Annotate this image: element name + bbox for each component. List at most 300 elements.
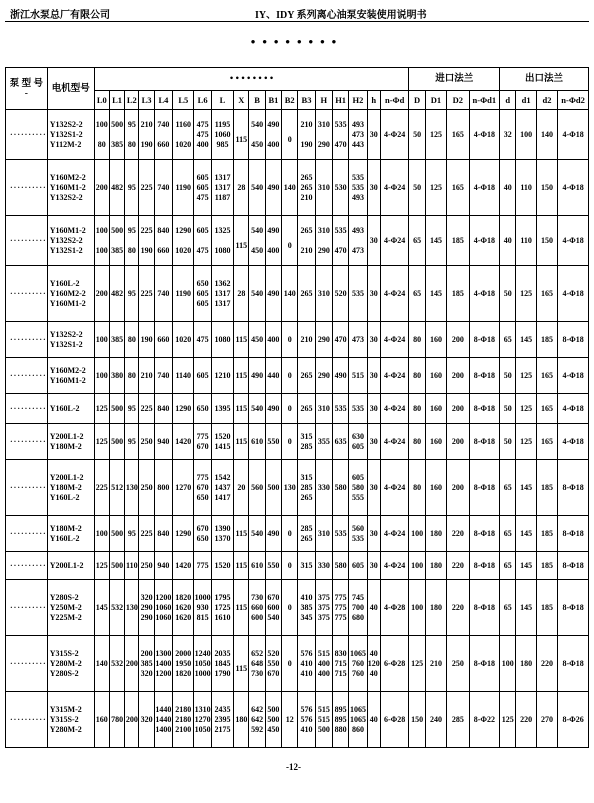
table-cell: 125 bbox=[94, 552, 109, 580]
table-cell: 12 bbox=[282, 692, 298, 748]
table-cell: 740 bbox=[154, 160, 172, 216]
table-cell: 4-Φ18 bbox=[469, 266, 500, 322]
table-cell: 40 120 40 bbox=[367, 636, 380, 692]
table-cell: 490 bbox=[265, 394, 281, 424]
table-cell: 310 bbox=[315, 394, 332, 424]
table-cell: 80 bbox=[409, 460, 425, 516]
table-cell: 1362 1317 1317 bbox=[211, 266, 233, 322]
motor-model-cell: Y200L1-2 bbox=[47, 552, 94, 580]
table-cell: 330 bbox=[315, 552, 332, 580]
table-cell: 4-Φ24 bbox=[380, 322, 409, 358]
table-cell: 125 bbox=[500, 692, 516, 748]
table-cell: 535 bbox=[332, 516, 348, 552]
table-cell: 65 bbox=[409, 266, 425, 322]
table-cell: 4-Φ18 bbox=[558, 160, 589, 216]
table-cell: 310 290 bbox=[315, 216, 332, 266]
table-cell: 28 bbox=[234, 266, 249, 322]
table-cell: 310 bbox=[315, 160, 332, 216]
table-cell: 160 bbox=[425, 460, 446, 516]
table-cell: 225 bbox=[139, 266, 154, 322]
table-cell: 605 475 bbox=[194, 216, 211, 266]
table-cell: 80 bbox=[409, 394, 425, 424]
table-cell: 200 bbox=[447, 460, 469, 516]
table-cell: 225 bbox=[139, 516, 154, 552]
table-cell: 1190 bbox=[173, 266, 194, 322]
table-cell: 160 bbox=[425, 358, 446, 394]
table-cell: 1200 1060 1060 bbox=[154, 580, 172, 636]
table-cell: 532 bbox=[109, 636, 124, 692]
table-cell: 4-Φ24 bbox=[380, 216, 409, 266]
table-cell: 1240 1050 1000 bbox=[194, 636, 211, 692]
table-cell: 50 bbox=[500, 358, 516, 394]
table-cell: 265 265 210 bbox=[298, 160, 315, 216]
table-cell: 290 bbox=[315, 322, 332, 358]
table-cell: 125 bbox=[425, 110, 446, 160]
table-cell: 210 190 bbox=[139, 110, 154, 160]
table-cell: 290 bbox=[315, 358, 332, 394]
table-cell: 1420 bbox=[173, 552, 194, 580]
table-cell: 50 bbox=[500, 424, 516, 460]
column-header: L2 bbox=[125, 91, 139, 110]
table-cell: 532 bbox=[109, 580, 124, 636]
table-cell: 580 bbox=[332, 460, 348, 516]
table-cell: 730 660 600 bbox=[249, 580, 265, 636]
column-header: B1 bbox=[265, 91, 281, 110]
table-cell: 125 bbox=[94, 424, 109, 460]
table-cell: 220 bbox=[516, 692, 536, 748]
motor-model-cell: Y132S2-2 Y132S1-2 Y112M-2 bbox=[47, 110, 94, 160]
table-cell: 1325 1080 bbox=[211, 216, 233, 266]
table-cell: 95 80 bbox=[125, 110, 139, 160]
table-cell: 530 bbox=[332, 160, 348, 216]
table-cell: 8-Φ18 bbox=[469, 394, 500, 424]
table-cell: 250 bbox=[139, 424, 154, 460]
table-cell: 145 bbox=[516, 322, 536, 358]
table-cell: 125 bbox=[516, 358, 536, 394]
table-cell: 1080 bbox=[211, 322, 233, 358]
dimension-group-header: • • • • • • • • bbox=[94, 68, 409, 91]
table-cell: 6-Φ28 bbox=[380, 636, 409, 692]
table-cell: 185 bbox=[536, 460, 557, 516]
table-cell: 493 473 443 bbox=[349, 110, 367, 160]
table-cell: 355 bbox=[315, 424, 332, 460]
table-cell: 580 bbox=[332, 552, 348, 580]
table-cell: 30 bbox=[367, 110, 380, 160]
motor-model-cell: Y200L1-2 Y180M-2 Y160L-2 bbox=[47, 460, 94, 516]
table-cell: 185 bbox=[536, 516, 557, 552]
table-cell: 1542 1437 1417 bbox=[211, 460, 233, 516]
pump-model-cell: ·········· bbox=[6, 552, 48, 580]
table-cell: 50 bbox=[409, 110, 425, 160]
table-cell: 490 400 bbox=[265, 216, 281, 266]
table-cell: 265 bbox=[298, 394, 315, 424]
table-cell: 185 bbox=[447, 216, 469, 266]
table-cell: 200 bbox=[125, 692, 139, 748]
table-row bbox=[6, 358, 589, 394]
table-cell: 30 bbox=[367, 358, 380, 394]
table-cell: 490 bbox=[265, 266, 281, 322]
table-cell: 30 bbox=[367, 552, 380, 580]
table-cell: 310 bbox=[315, 266, 332, 322]
table-cell: 115 bbox=[234, 322, 249, 358]
table-cell: 1317 1317 1187 bbox=[211, 160, 233, 216]
table-cell: 660 bbox=[154, 322, 172, 358]
document-title: IY、IDY 系列离心油泵安装使用说明书 bbox=[255, 10, 427, 21]
table-row bbox=[6, 692, 589, 748]
table-cell: 540 450 bbox=[249, 110, 265, 160]
table-cell: 125 bbox=[94, 394, 109, 424]
table-cell: 470 bbox=[332, 322, 348, 358]
table-cell: 115 bbox=[234, 110, 249, 160]
table-cell: 1395 bbox=[211, 394, 233, 424]
table-cell: 80 bbox=[409, 424, 425, 460]
table-cell: 80 bbox=[409, 358, 425, 394]
table-cell: 610 bbox=[249, 424, 265, 460]
table-row bbox=[6, 636, 589, 692]
column-header: n-Φd1 bbox=[469, 91, 500, 110]
table-cell: 1520 bbox=[211, 552, 233, 580]
table-cell: 40 bbox=[367, 692, 380, 748]
table-cell: 115 bbox=[234, 636, 249, 692]
table-cell: 165 bbox=[447, 160, 469, 216]
table-cell: 145 bbox=[516, 460, 536, 516]
table-cell: 473 bbox=[349, 322, 367, 358]
table-cell: 1290 bbox=[173, 516, 194, 552]
table-cell: 540 bbox=[249, 516, 265, 552]
table-row bbox=[6, 160, 589, 216]
table-row bbox=[6, 394, 589, 424]
column-header: L4 bbox=[154, 91, 172, 110]
table-cell: 50 bbox=[500, 394, 516, 424]
table-cell: 775 670 bbox=[194, 424, 211, 460]
table-cell: 180 bbox=[516, 636, 536, 692]
column-header: d1 bbox=[516, 91, 536, 110]
table-cell: 0 bbox=[282, 516, 298, 552]
table-cell: 775 775 775 bbox=[332, 580, 348, 636]
table-cell: 642 642 592 bbox=[249, 692, 265, 748]
table-cell: 115 bbox=[234, 358, 249, 394]
table-cell: 225 190 bbox=[139, 216, 154, 266]
table-cell: 540 bbox=[249, 266, 265, 322]
table-cell: 165 bbox=[536, 424, 557, 460]
table-row bbox=[6, 460, 589, 516]
table-cell: 265 bbox=[298, 358, 315, 394]
table-row bbox=[6, 322, 589, 358]
column-header: L1 bbox=[109, 91, 124, 110]
table-cell: 160 bbox=[94, 692, 109, 748]
column-header: L0 bbox=[94, 91, 109, 110]
outlet-flange-header: 出口法兰 bbox=[500, 68, 589, 91]
table-row bbox=[6, 266, 589, 322]
table-cell: 100 bbox=[409, 516, 425, 552]
pump-model-cell: ·········· bbox=[6, 424, 48, 460]
column-header: h bbox=[367, 91, 380, 110]
table-cell: 500 bbox=[109, 424, 124, 460]
motor-model-header: 电机型号 bbox=[47, 68, 94, 110]
table-cell: 8-Φ18 bbox=[469, 460, 500, 516]
table-cell: 8-Φ18 bbox=[469, 424, 500, 460]
table-cell: 800 bbox=[154, 460, 172, 516]
table-cell: 2000 1950 1820 bbox=[173, 636, 194, 692]
column-header: H2 bbox=[349, 91, 367, 110]
table-cell: 4-Φ24 bbox=[380, 516, 409, 552]
dimension-table bbox=[5, 67, 589, 748]
table-cell: 605 580 555 bbox=[349, 460, 367, 516]
table-cell: 65 bbox=[500, 516, 516, 552]
table-cell: 115 bbox=[234, 552, 249, 580]
table-cell: 500 385 bbox=[109, 110, 124, 160]
table-cell: 605 605 475 bbox=[194, 160, 211, 216]
table-cell: 515 bbox=[349, 358, 367, 394]
table-row bbox=[6, 216, 589, 266]
table-cell: 775 bbox=[194, 552, 211, 580]
table-cell: 8-Φ18 bbox=[558, 636, 589, 692]
table-cell: 100 bbox=[500, 636, 516, 692]
table-cell: 540 bbox=[249, 160, 265, 216]
table-cell: 635 bbox=[332, 424, 348, 460]
table-cell: 440 bbox=[265, 358, 281, 394]
table-cell: 775 670 650 bbox=[194, 460, 211, 516]
table-cell: 4-Φ24 bbox=[380, 358, 409, 394]
table-cell: 576 576 410 bbox=[298, 692, 315, 748]
table-cell: 8-Φ18 bbox=[469, 580, 500, 636]
table-cell: 4-Φ18 bbox=[469, 160, 500, 216]
table-cell: 330 bbox=[315, 460, 332, 516]
table-cell: 210 190 bbox=[298, 110, 315, 160]
inlet-flange-header: 进口法兰 bbox=[409, 68, 500, 91]
table-cell: 95 bbox=[125, 160, 139, 216]
table-cell: 475 475 400 bbox=[194, 110, 211, 160]
table-cell: 220 bbox=[447, 552, 469, 580]
table-cell: 140 bbox=[94, 636, 109, 692]
table-cell: 1300 1400 1200 bbox=[154, 636, 172, 692]
table-cell: 8-Φ18 bbox=[558, 516, 589, 552]
table-cell: 630 605 bbox=[349, 424, 367, 460]
table-cell: 165 bbox=[536, 266, 557, 322]
table-cell: 605 bbox=[349, 552, 367, 580]
table-cell: 515 515 500 bbox=[315, 692, 332, 748]
table-cell: 0 bbox=[282, 322, 298, 358]
table-cell: 125 bbox=[516, 424, 536, 460]
table-cell: 475 bbox=[194, 322, 211, 358]
table-cell: 830 715 715 bbox=[332, 636, 348, 692]
table-cell: 500 bbox=[109, 516, 124, 552]
table-cell: 160 bbox=[425, 424, 446, 460]
table-cell: 95 bbox=[125, 516, 139, 552]
table-cell: 210 bbox=[425, 636, 446, 692]
table-cell: 4-Φ28 bbox=[380, 580, 409, 636]
table-cell: 130 bbox=[125, 580, 139, 636]
table-cell: 140 bbox=[282, 160, 298, 216]
motor-model-cell: Y180M-2 Y160L-2 bbox=[47, 516, 94, 552]
table-cell: 30 bbox=[367, 216, 380, 266]
pump-model-cell: ·········· bbox=[6, 516, 48, 552]
motor-model-cell: Y280S-2 Y250M-2 Y225M-2 bbox=[47, 580, 94, 636]
table-cell: 4-Φ18 bbox=[558, 358, 589, 394]
table-cell: 4-Φ18 bbox=[469, 110, 500, 160]
table-cell: 115 bbox=[234, 580, 249, 636]
column-header: D2 bbox=[447, 91, 469, 110]
table-cell: 185 bbox=[536, 552, 557, 580]
table-cell: 30 bbox=[367, 394, 380, 424]
table-cell: 115 bbox=[234, 394, 249, 424]
table-cell: 180 bbox=[425, 580, 446, 636]
table-cell: 8-Φ18 bbox=[558, 460, 589, 516]
table-cell: 200 385 320 bbox=[139, 636, 154, 692]
table-cell: 95 80 bbox=[125, 216, 139, 266]
pump-model-cell: ·········· bbox=[6, 160, 48, 216]
table-cell: 210 bbox=[298, 322, 315, 358]
column-header: n-Φd bbox=[380, 91, 409, 110]
table-cell: 482 bbox=[109, 160, 124, 216]
table-cell: 95 bbox=[125, 424, 139, 460]
table-cell: 40 bbox=[367, 580, 380, 636]
table-cell: 100 100 bbox=[94, 216, 109, 266]
table-cell: 30 bbox=[367, 424, 380, 460]
table-cell: 145 bbox=[516, 552, 536, 580]
table-cell: 30 bbox=[367, 322, 380, 358]
pump-model-cell: ·········· bbox=[6, 692, 48, 748]
table-row bbox=[6, 552, 589, 580]
table-cell: 6-Φ28 bbox=[380, 692, 409, 748]
table-cell: 493 473 bbox=[349, 216, 367, 266]
pump-model-cell: ·········· bbox=[6, 460, 48, 516]
pump-model-cell: ·········· bbox=[6, 636, 48, 692]
table-cell: 4-Φ24 bbox=[380, 460, 409, 516]
pump-model-cell: ·········· bbox=[6, 110, 48, 160]
table-cell: 490 bbox=[249, 358, 265, 394]
table-cell: 535 470 bbox=[332, 216, 348, 266]
motor-model-cell: Y160L-2 Y160M2-2 Y160M1-2 bbox=[47, 266, 94, 322]
table-cell: 65 bbox=[500, 552, 516, 580]
table-cell: 145 bbox=[94, 580, 109, 636]
table-cell: 80 bbox=[125, 322, 139, 358]
table-cell: 225 bbox=[94, 460, 109, 516]
table-cell: 380 bbox=[109, 358, 124, 394]
table-cell: 1440 1440 1400 bbox=[154, 692, 172, 748]
table-cell: 165 bbox=[536, 394, 557, 424]
table-cell: 1065 760 760 bbox=[349, 636, 367, 692]
pump-model-cell: ·········· bbox=[6, 266, 48, 322]
table-cell: 1140 bbox=[173, 358, 194, 394]
table-cell: 240 bbox=[425, 692, 446, 748]
table-cell: 1820 1620 1620 bbox=[173, 580, 194, 636]
pump-model-header-text: 泵 型 号 bbox=[9, 78, 44, 89]
table-cell: 185 bbox=[536, 580, 557, 636]
table-cell: 115 bbox=[234, 516, 249, 552]
table-cell: 160 bbox=[425, 322, 446, 358]
table-cell: 500 bbox=[109, 552, 124, 580]
table-cell: 125 bbox=[516, 266, 536, 322]
table-cell: 4-Φ24 bbox=[380, 160, 409, 216]
table-cell: 220 bbox=[447, 580, 469, 636]
table-cell: 0 bbox=[282, 424, 298, 460]
table-cell: 4-Φ18 bbox=[558, 424, 589, 460]
table-cell: 200 bbox=[447, 394, 469, 424]
table-cell: 550 bbox=[265, 424, 281, 460]
table-cell: 4-Φ18 bbox=[558, 266, 589, 322]
column-header: d bbox=[500, 91, 516, 110]
page-number: -12- bbox=[286, 762, 301, 772]
table-cell: 1210 bbox=[211, 358, 233, 394]
table-cell: 270 bbox=[536, 692, 557, 748]
table-cell: 1160 1020 bbox=[173, 110, 194, 160]
table-cell: 670 600 540 bbox=[265, 580, 281, 636]
table-cell: 40 bbox=[500, 160, 516, 216]
table-cell: 100 bbox=[409, 580, 425, 636]
table-cell: 0 bbox=[282, 110, 298, 160]
table-cell: 535 bbox=[332, 394, 348, 424]
table-cell: 1390 1370 bbox=[211, 516, 233, 552]
table-cell: 65 bbox=[500, 460, 516, 516]
table-cell: 1310 1270 1050 bbox=[194, 692, 211, 748]
table-cell: 65 bbox=[409, 216, 425, 266]
table-cell: 1795 1725 1610 bbox=[211, 580, 233, 636]
table-cell: 4-Φ18 bbox=[558, 110, 589, 160]
pump-model-cell: ·········· bbox=[6, 580, 48, 636]
table-cell: 500 500 450 bbox=[265, 692, 281, 748]
table-cell: 1020 bbox=[173, 322, 194, 358]
table-cell: 180 bbox=[425, 516, 446, 552]
table-cell: 482 bbox=[109, 266, 124, 322]
pump-model-header-sub: - bbox=[24, 88, 28, 99]
table-cell: 1520 1415 bbox=[211, 424, 233, 460]
table-cell: 1270 bbox=[173, 460, 194, 516]
table-cell: 535 535 493 bbox=[349, 160, 367, 216]
table-cell: 50 bbox=[500, 266, 516, 322]
table-cell: 895 895 880 bbox=[332, 692, 348, 748]
table-cell: 8-Φ18 bbox=[469, 322, 500, 358]
table-cell: 65 bbox=[500, 322, 516, 358]
table-cell: 110 bbox=[516, 160, 536, 216]
table-cell: 652 648 730 bbox=[249, 636, 265, 692]
table-cell: 225 bbox=[139, 160, 154, 216]
table-cell: 8-Φ18 bbox=[469, 636, 500, 692]
table-cell: 1290 1020 bbox=[173, 216, 194, 266]
table-cell: 100 bbox=[94, 516, 109, 552]
table-cell: 8-Φ18 bbox=[558, 580, 589, 636]
table-cell: 840 660 bbox=[154, 216, 172, 266]
table-cell: 4-Φ18 bbox=[558, 216, 589, 266]
pump-model-cell: ·········· bbox=[6, 394, 48, 424]
table-cell: 4-Φ24 bbox=[380, 552, 409, 580]
table-cell: 535 bbox=[349, 266, 367, 322]
pump-model-header bbox=[6, 68, 48, 110]
table-cell: 400 bbox=[265, 322, 281, 358]
table-cell: 125 bbox=[516, 394, 536, 424]
table-cell: 315 bbox=[298, 552, 315, 580]
table-cell: 110 bbox=[125, 552, 139, 580]
table-cell: 185 bbox=[447, 266, 469, 322]
column-header: L3 bbox=[139, 91, 154, 110]
table-cell: 540 bbox=[249, 394, 265, 424]
table-cell: 450 bbox=[249, 322, 265, 358]
table-row bbox=[6, 580, 589, 636]
table-cell: 4-Φ24 bbox=[380, 424, 409, 460]
table-cell: 1000 930 815 bbox=[194, 580, 211, 636]
table-cell: 512 bbox=[109, 460, 124, 516]
table-row bbox=[6, 516, 589, 552]
table-cell: 180 bbox=[425, 552, 446, 580]
table-cell: 200 bbox=[447, 322, 469, 358]
table-cell: 2180 2180 2100 bbox=[173, 692, 194, 748]
table-cell: 0 bbox=[282, 552, 298, 580]
table-cell: 385 bbox=[109, 322, 124, 358]
motor-model-cell: Y160M2-2 Y160M1-2 bbox=[47, 358, 94, 394]
table-cell: 30 bbox=[367, 160, 380, 216]
table-cell: 125 bbox=[425, 160, 446, 216]
table-cell: 740 bbox=[154, 266, 172, 322]
